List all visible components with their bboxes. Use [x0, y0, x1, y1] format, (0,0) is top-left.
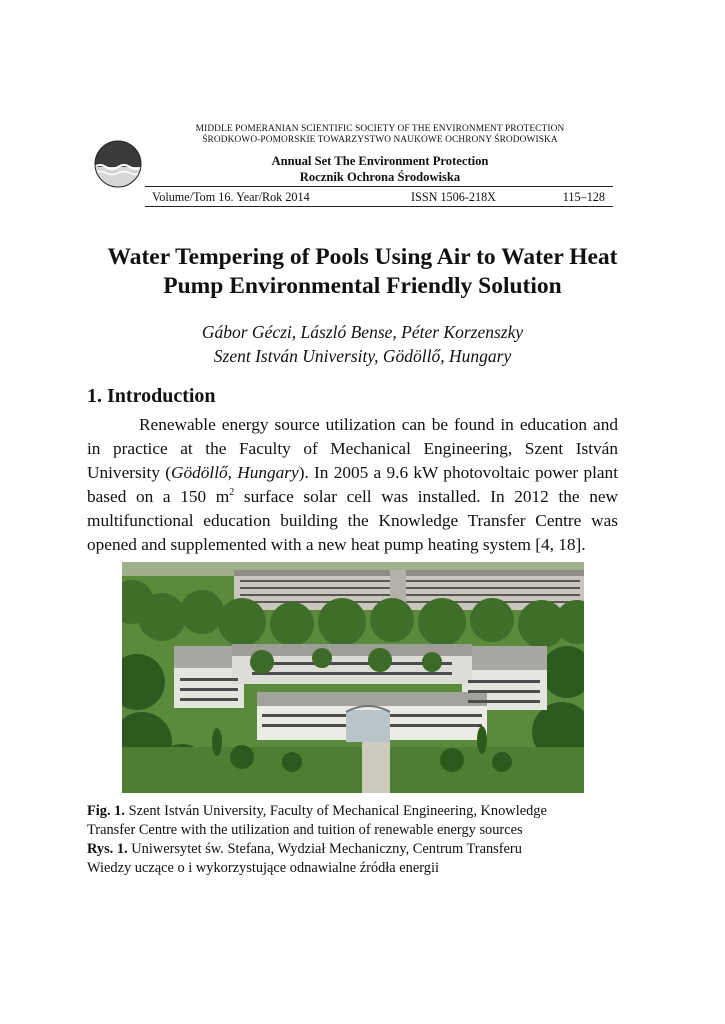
title-line-1: Water Tempering of Pools Using Air to Water Heat: [107, 244, 618, 270]
figure-caption: [87, 802, 632, 878]
caption-label-en: Fig. 1.: [87, 803, 125, 819]
society-name-en: MIDDLE POMERANIAN SCIENTIFIC SOCIETY OF THE ENVIRONMENT PROTECTION: [195, 124, 565, 134]
figure-photo: [122, 562, 584, 793]
society-name-pl: ŚRODKOWO-POMORSKIE TOWARZYSTWO NAUKOWE OCHRONY ŚRODOWISKA: [202, 135, 558, 145]
introduction-paragraph: [87, 413, 618, 557]
para-superscript: 2: [229, 487, 235, 499]
caption-pl-line-1: [87, 840, 632, 859]
title-line-2: Pump Environmental Friendly Solution: [163, 273, 562, 299]
page-range: 115–128: [562, 190, 605, 204]
society-name: [145, 124, 615, 146]
caption-pl-text-1: Uniwersytet św. Stefana, Wydział Mechaniczny, Centrum Transferu: [127, 841, 522, 857]
society-logo: [94, 140, 142, 188]
caption-pl-line-2: Wiedzy uczące o i wykorzystujące odnawialne źródła energii: [87, 860, 439, 876]
section-heading: 1. Introduction: [87, 385, 216, 407]
volume-year: Volume/Tom 16. Year/Rok 2014: [152, 190, 310, 204]
para-italic-place: Gödöllő, Hungary: [171, 463, 299, 482]
authors: Gábor Géczi, László Bense, Péter Korzenszky: [201, 322, 524, 342]
author-block: [70, 320, 655, 368]
caption-label-pl: Rys. 1.: [87, 841, 128, 857]
para-text-a: Renewable energy source utilization can be found in education and in practice at the Faculty of Mechanical Engineering, Szent István University (: [87, 415, 618, 482]
journal-name-pl: Rocznik Ochrona Środowiska: [299, 170, 461, 184]
journal-name: [145, 153, 615, 185]
journal-name-en: Annual Set The Environment Protection: [271, 154, 489, 168]
caption-en-line-1: [87, 802, 632, 821]
caption-en-text-1: Szent István University, Faculty of Mechanical Engineering, Knowledge: [124, 803, 547, 819]
volume-row: [145, 189, 613, 205]
header-rule-top: [145, 186, 613, 187]
article-title: [70, 243, 655, 301]
caption-en-line-2: Transfer Centre with the utilization and tuition of renewable energy sources: [87, 822, 523, 838]
para-text-c: surface solar cell was installed. In 2012 the new multifunctional education building the Knowledge Transfer Centre was opened and supplemented with a new heat pump heating system [4, 18].: [87, 487, 618, 554]
issn: ISSN 1506-218X: [411, 190, 496, 204]
affiliation: Szent István University, Gödöllő, Hungary: [213, 346, 512, 366]
para-text-b: ). In 2005 a 9.6 kW photovoltaic power plant based on a 150 m: [87, 463, 618, 506]
header-rule-bottom: [145, 206, 613, 207]
